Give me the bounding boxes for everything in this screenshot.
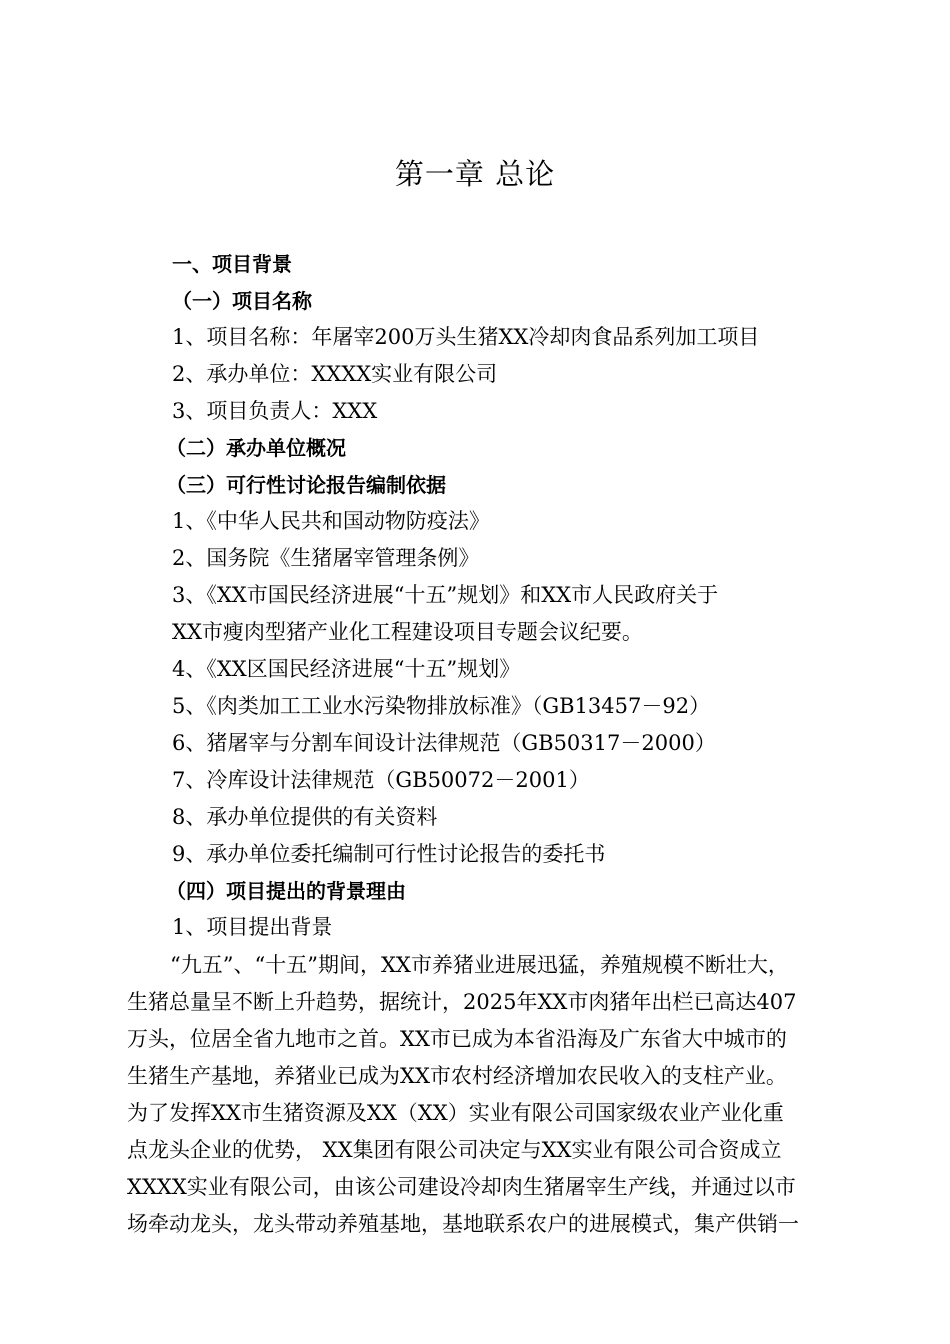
list-item: 2、国务院《生猪屠宰管理条例》: [172, 546, 480, 570]
list-item: 9、承办单位委托编制可行性讨论报告的委托书: [172, 842, 606, 866]
list-item: 2、承办单位：XXXX实业有限公司: [172, 362, 498, 386]
subsection-heading-reasons: （四）项目提出的背景理由: [166, 879, 406, 903]
paragraph-line: 万头，位居全省九地市之首。XX市已成为本省沿海及广东省大中城市的: [127, 1027, 787, 1051]
list-item: 3、项目负责人：XXX: [172, 399, 378, 423]
paragraph-line: 生猪生产基地，养猪业已成为XX市农村经济增加农民收入的支柱产业。: [127, 1064, 787, 1088]
subsection-heading-project-name: （一）项目名称: [172, 289, 312, 313]
list-item: 1、项目提出背景: [172, 915, 333, 939]
list-item: 6、猪屠宰与分割车间设计法律规范（GB50317－2000）: [172, 731, 716, 755]
list-item: 7、冷库设计法律规范（GB50072－2001）: [172, 768, 590, 792]
list-item: 3、《XX市国民经济进展“十五”规划》和XX市人民政府关于: [172, 583, 719, 607]
list-item: 1、项目名称：年屠宰200万头生猪XX冷却肉食品系列加工项目: [172, 325, 760, 349]
paragraph-line: 点龙头企业的优势， XX集团有限公司决定与XX实业有限公司合资成立: [127, 1138, 782, 1162]
paragraph-line: 生猪总量呈不断上升趋势，据统计，2025年XX市肉猪年出栏已高达407: [127, 990, 797, 1014]
list-item: 4、《XX区国民经济进展“十五”规划》: [172, 657, 521, 681]
paragraph-line: 为了发挥XX市生猪资源及XX（XX）实业有限公司国家级农业产业化重: [127, 1101, 784, 1125]
list-item: 8、承办单位提供的有关资料: [172, 805, 438, 829]
paragraph-line: “九五”、“十五”期间，XX市养猪业进展迅猛，养殖规模不断壮大，: [170, 953, 789, 977]
section-heading-background: 一、项目背景: [172, 252, 292, 276]
paragraph-line: 场牵动龙头，龙头带动养殖基地，基地联系农户的进展模式，集产供销一: [127, 1212, 799, 1236]
subsection-heading-organization: （二）承办单位概况: [166, 436, 346, 460]
subsection-heading-basis: （三）可行性讨论报告编制依据: [166, 473, 446, 497]
chapter-title: 第一章 总论: [394, 157, 556, 191]
list-item: 1、《中华人民共和国动物防疫法》: [172, 509, 490, 533]
list-item: 5、《肉类加工工业水污染物排放标准》（GB13457－92）: [172, 694, 711, 718]
list-item-continuation: XX市瘦肉型猪产业化工程建设项目专题会议纪要。: [172, 620, 643, 644]
paragraph-line: XXXX实业有限公司，由该公司建设冷却肉生猪屠宰生产线，并通过以市: [127, 1175, 796, 1199]
